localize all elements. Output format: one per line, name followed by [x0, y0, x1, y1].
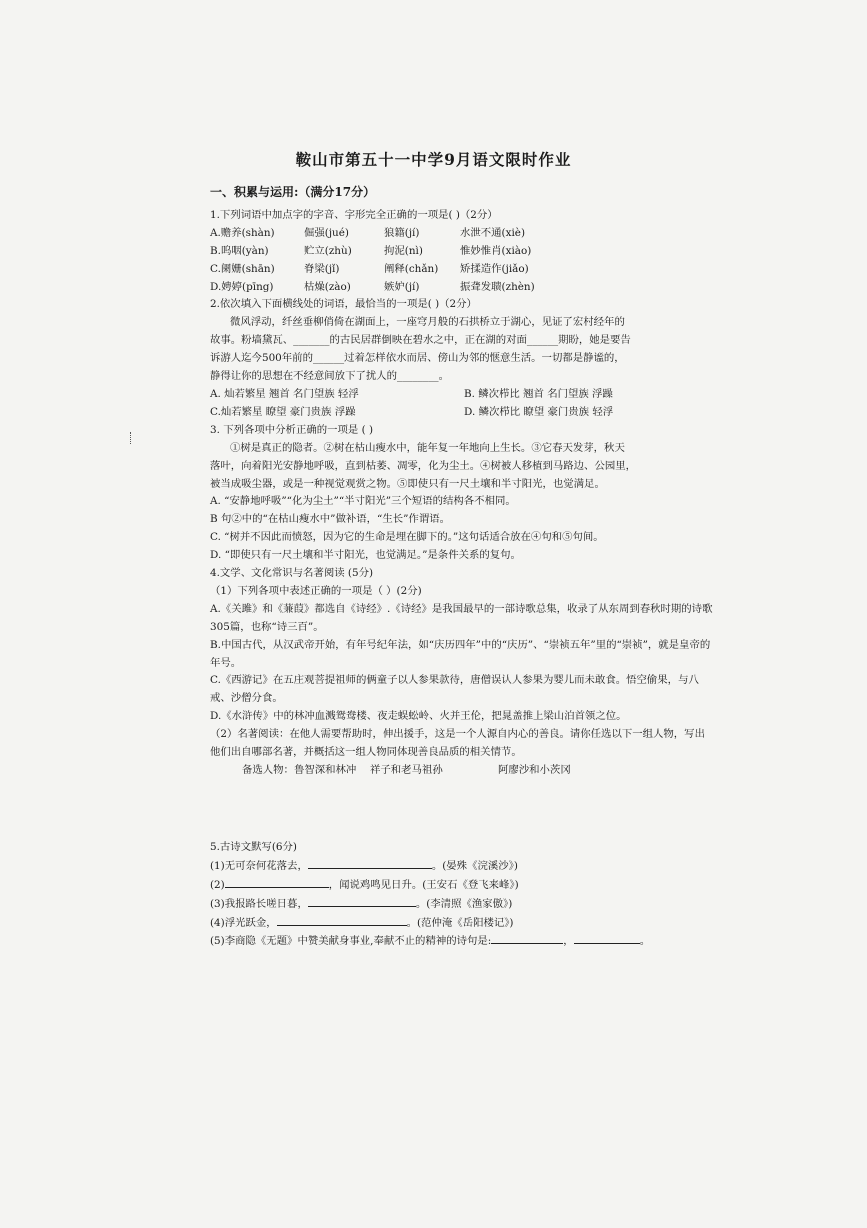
q1-stem: 1.下列词语中加点字的字音、字形完全正确的一项是( )（2分）: [210, 208, 498, 221]
q2-option-c: C.灿若繁星 瞭望 豪门贵族 浮躁: [210, 405, 356, 418]
q2-options-row: [210, 404, 715, 422]
q5-line-3: (3)我报路长嗟日暮， 。(李清照《渔家傲》): [210, 895, 715, 914]
q4-sub2: （2）名著阅读：在他人需要帮助时，伸出援手，这是一个人源自内心的善良。请你任选以下一组人物，写出他们出自哪部名著，并概括这一组人物同体现善良品质的相关情节。: [210, 728, 705, 759]
q2-passage-line: 故事。粉墙黛瓦、_______的古民居群倒映在碧水之中，正在湖的对面______期盼，她是要告: [210, 334, 631, 347]
q1-option-b: B.呜咽(yàn) 贮立(zhù) 拘泥(nì) 惟妙惟肖(xiào): [210, 244, 532, 257]
q2-options-row: [210, 386, 715, 404]
q1-option-c: C.阑姗(shān) 脊梁(jǐ) 阐释(chǎn) 矫揉造作(jiǎo): [210, 262, 529, 275]
scan-mark: [130, 432, 133, 444]
q5-line-4: (4)浮光跃金， 。(范仲淹《岳阳楼记》): [210, 914, 715, 933]
exam-content: [210, 184, 715, 951]
answer-blank[interactable]: [277, 914, 407, 926]
answer-blank[interactable]: [308, 895, 416, 907]
q5-line-5: (5)李商隐《无题》中赞美献身事业,奉献不止的精神的诗句是: ， 。: [210, 932, 715, 951]
answer-blank[interactable]: [308, 857, 432, 869]
q3-passage-line: 落叶，向着阳光安静地呼吸，直到枯萎、凋零，化为尘土。④树被人移植到马路边、公园里，: [210, 459, 637, 472]
answer-blank[interactable]: [491, 932, 563, 944]
section-heading: 一、积累与运用:（满分17分）: [210, 185, 376, 199]
q4-stem: 4.文学、文化常识与名著阅读 (5分): [210, 567, 374, 580]
q3-option-d: D. “即使只有一尺土壤和半寸阳光，也觉满足。”是条件关系的复句。: [210, 549, 521, 562]
q1-option-a: A.赡养(shàn) 倔强(jué) 狼籍(jí) 水泄不通(xiè): [210, 226, 526, 239]
q3-option-b: B 句②中的“在枯山瘦水中”做补语，“生长”作谓语。: [210, 513, 450, 526]
people-option-1: 备选人物：鲁智深和林冲: [242, 764, 357, 776]
q2-passage-line: 诉游人迄今500年前的______过着怎样依水而居、傍山为邻的惬意生活。一切都是静谧的，: [210, 352, 625, 365]
q4-people: [210, 762, 715, 780]
people-option-2: 祥子和老马祖孙: [370, 764, 443, 776]
q2-stem: 2.依次填入下面横线处的词语，最恰当的一项是( )（2分）: [210, 298, 477, 311]
page-title: 鞍山市第五十一中学9月语文限时作业: [295, 150, 572, 169]
q4-option-a: A.《关雎》和《蒹葭》都选自《诗经》.《诗经》是我国最早的一部诗歌总集，收录了从东周到春秋时期的诗歌305篇，也称“诗三百”。: [210, 602, 713, 633]
q3-passage-line: ①树是真正的隐者。②树在枯山瘦水中，能年复一年地向上生长。③它春天发芽，秋天: [230, 441, 625, 454]
answer-blank[interactable]: [574, 932, 640, 944]
q2-option-a: A. 灿若繁星 翘首 名门望族 轻浮: [210, 387, 359, 400]
q5-line-1: (1)无可奈何花落去， 。(晏殊《浣溪沙》): [210, 857, 715, 876]
q3-option-c: C. “树并不因此而愤怒，因为它的生命是埋在脚下的。”这句话适合放在④句和⑤句间。: [210, 531, 604, 544]
q2-option-b: B. 鳞次栉比 翘首 名门望族 浮躁: [464, 387, 613, 400]
q5-stem: 5.古诗文默写(6分): [210, 840, 297, 853]
q2-option-d: D. 鳞次栉比 瞭望 豪门贵族 轻浮: [464, 405, 614, 418]
q3-option-a: A. “安静地呼吸”“化为尘土”“半寸阳光”三个短语的结构各不相同。: [210, 495, 516, 508]
q2-passage-line: 静得让你的思想在不经意间放下了扰人的________。: [210, 370, 449, 383]
q4-sub1: （1）下列各项中表述正确的一项是（ ）(2分): [210, 584, 422, 597]
q5-line-2: (2) ，闻说鸡鸣见日升。(王安石《登飞来峰》): [210, 876, 715, 895]
q4-option-c: C.《西游记》在五庄观菩提祖师的俩童子以人参果款待，唐僧误认人参果为婴儿而未敢食。悟空偷果，与八戒、沙僧分食。: [210, 674, 699, 705]
q3-passage-line: 被当成吸尘器，或是一种视觉观赏之物。⑤即使只有一尺土壤和半寸阳光，也觉满足。: [210, 477, 605, 490]
q4-option-d: D.《水浒传》中的林冲血溅鸳鸯楼、夜走蜈蚣岭、火并王伦，把晁盖推上梁山泊首领之位。: [210, 710, 627, 723]
q3-stem: 3. 下列各项中分析正确的一项是 ( ): [210, 423, 374, 436]
q1-option-d: D.娉婷(pīng) 枯燥(zào) 嫉妒(jí) 振聋发聩(zhèn): [210, 280, 535, 293]
q4-option-b: B.中国古代，从汉武帝开始，有年号纪年法，如“庆历四年”中的“庆历”、“崇祯五年”里的“崇祯”，就是皇帝的年号。: [210, 638, 711, 669]
answer-blank[interactable]: [225, 876, 329, 888]
q2-passage-line: 微风浮动，纤丝垂柳俏倚在湖面上，一座穹月般的石拱桥立于湖心，见证了宏村经年的: [230, 316, 625, 329]
people-option-3: 阿廖沙和小茨冈: [498, 764, 571, 776]
